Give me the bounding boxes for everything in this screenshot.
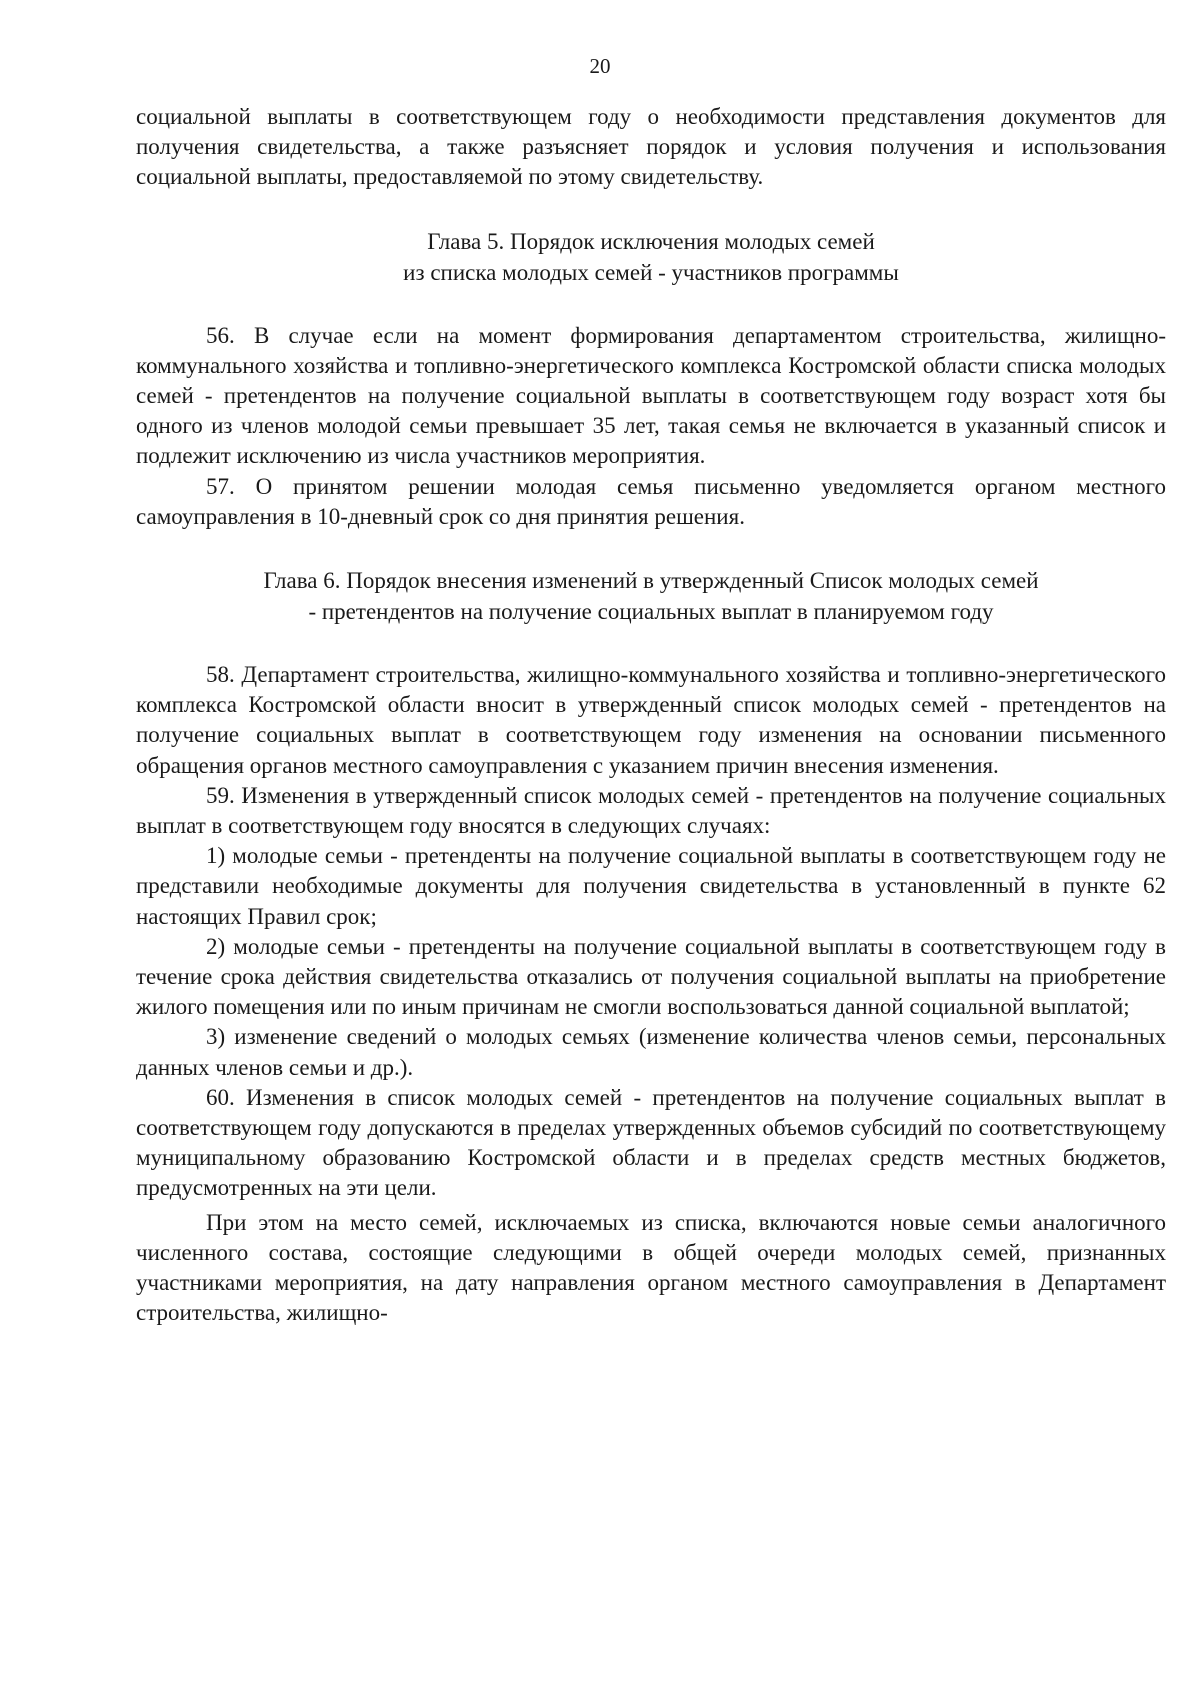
list-item-2: 2) молодые семьи - претенденты на получение социальной выплаты в соответствующем году в течение срока действия свидетельства отказались от получения социальной выплаты на приобретение жилого помещения или по иным причинам не смогли воспользоваться данной социальной выплатой; [136, 933, 1166, 1020]
list-item-3: 3) изменение сведений о молодых семьях (изменение количества членов семьи, персональных данных членов семьи и др.). [136, 1024, 1166, 1080]
paragraph-58: 58. Департамент строительства, жилищно-коммунального хозяйства и топливно-энергетического комплекса Костромской области вносит в утвержденный список молодых семей - претендентов на получение социальных выплат в соответствующем году изменения на основании письменного обращения органов местного самоуправления с указанием причин внесения изменения. [136, 662, 1166, 778]
paragraph-56: 56. В случае если на момент формирования департаментом строительства, жилищно-коммунального хозяйства и топливно-энергетического комплекса Костромской области списка молодых семей - претендентов на получение социальной выплаты в соответствующем году возраст хотя бы одного из членов молодой семьи превышает 35 лет, такая семья не включается в указанный список и подлежит исключению из числа участников мероприятия. [136, 322, 1166, 469]
chapter-6-heading-line-1: Глава 6. Порядок внесения изменений в утвержденный Список молодых семей [263, 568, 1039, 594]
paragraph-57: 57. О принятом решении молодая семья письменно уведомляется органом местного самоуправления в 10-дневный срок со дня принятия решения. [136, 473, 1166, 529]
page-number: 20 [589, 54, 611, 78]
paragraph-final: При этом на место семей, исключаемых из списка, включаются новые семьи аналогичного численного состава, состоящие следующими в общей очереди молодых семей, признанных участниками мероприятия, на дату направления органом местного самоуправления в Департамент строительства, жилищно- [136, 1209, 1166, 1326]
intro-paragraph: социальной выплаты в соответствующем году о необходимости представления документов для получения свидетельства, а также разъясняет порядок и условия получения и использования социальной выплаты, предоставляемой по этому свидетельству. [136, 104, 1166, 190]
document-body [136, 102, 1166, 1329]
chapter-6-heading [136, 565, 1166, 627]
chapter-6-heading-line-2: - претендентов на получение социальных выплат в планируемом году [308, 599, 994, 625]
chapter-5-heading [136, 226, 1166, 288]
chapter-5-heading-line-2: из списка молодых семей - участников программы [403, 259, 899, 285]
paragraph-59: 59. Изменения в утвержденный список молодых семей - претендентов на получение социальных выплат в соответствующем году вносятся в следующих случаях: [136, 782, 1166, 839]
list-item-1: 1) молодые семьи - претенденты на получение социальной выплаты в соответствующем году не представили необходимые документы для получения свидетельства в установленный в пункте 62 настоящих Правил срок; [136, 843, 1166, 929]
paragraph-60: 60. Изменения в список молодых семей - претендентов на получение социальных выплат в соответствующем году допускаются в пределах утвержденных объемов субсидий по соответствующему муниципальному образованию Костромской области и в пределах средств местных бюджетов, предусмотренных на эти цели. [136, 1084, 1166, 1201]
chapter-5-heading-line-1: Глава 5. Порядок исключения молодых семей [427, 228, 875, 254]
